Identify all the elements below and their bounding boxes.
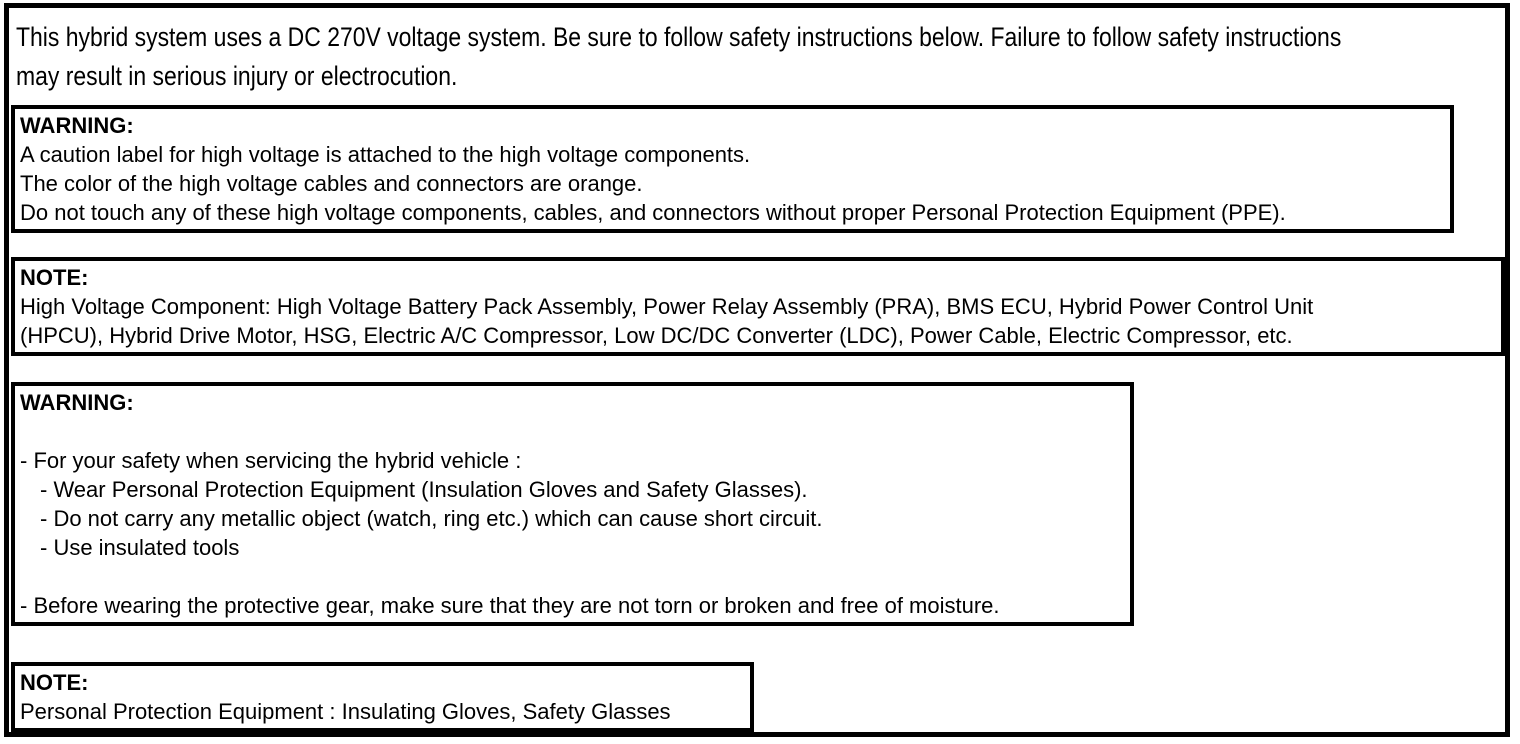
warning-heading: WARNING: [20, 390, 134, 415]
sub-bullet-line: - Use insulated tools [40, 535, 240, 560]
text-line: (HPCU), Hybrid Drive Motor, HSG, Electric A/C Compressor, Low DC/DC Converter (LDC), Power Cable, Electric Compressor, etc. [20, 323, 1293, 348]
warning-box-1 [11, 105, 1454, 233]
bullet-line: - For your safety when servicing the hybrid vehicle : [20, 448, 522, 473]
note-box-2 [11, 662, 754, 732]
text-line: Do not touch any of these high voltage components, cables, and connectors without proper Personal Protection Equipment (PPE). [20, 200, 1286, 225]
intro-line: This hybrid system uses a DC 270V voltage system. Be sure to follow safety instructions below. Failure to follow safety instructions [16, 22, 1342, 52]
intro-line: may result in serious injury or electrocution. [16, 61, 458, 91]
sub-bullet-line: - Do not carry any metallic object (watch, ring etc.) which can cause short circuit. [40, 506, 823, 531]
blank-line [20, 417, 1130, 446]
document-page [4, 3, 1510, 737]
note-heading: NOTE: [20, 265, 89, 290]
text-line: High Voltage Component: High Voltage Battery Pack Assembly, Power Relay Assembly (PRA), BMS ECU, Hybrid Power Control Unit [20, 294, 1314, 319]
blank-line [20, 562, 1130, 591]
text-line: A caution label for high voltage is attached to the high voltage components. [20, 142, 751, 167]
sub-bullet-line: - Wear Personal Protection Equipment (Insulation Gloves and Safety Glasses). [40, 477, 808, 502]
text-line: The color of the high voltage cables and connectors are orange. [20, 171, 643, 196]
note-box-1 [11, 257, 1505, 356]
warning-heading: WARNING: [20, 113, 134, 138]
warning-box-2 [11, 382, 1134, 626]
intro-paragraph [16, 18, 1510, 96]
note-heading: NOTE: [20, 670, 89, 695]
bullet-line: - Before wearing the protective gear, make sure that they are not torn or broken and free of moisture. [20, 593, 1000, 618]
text-line: Personal Protection Equipment : Insulating Gloves, Safety Glasses [20, 699, 671, 724]
